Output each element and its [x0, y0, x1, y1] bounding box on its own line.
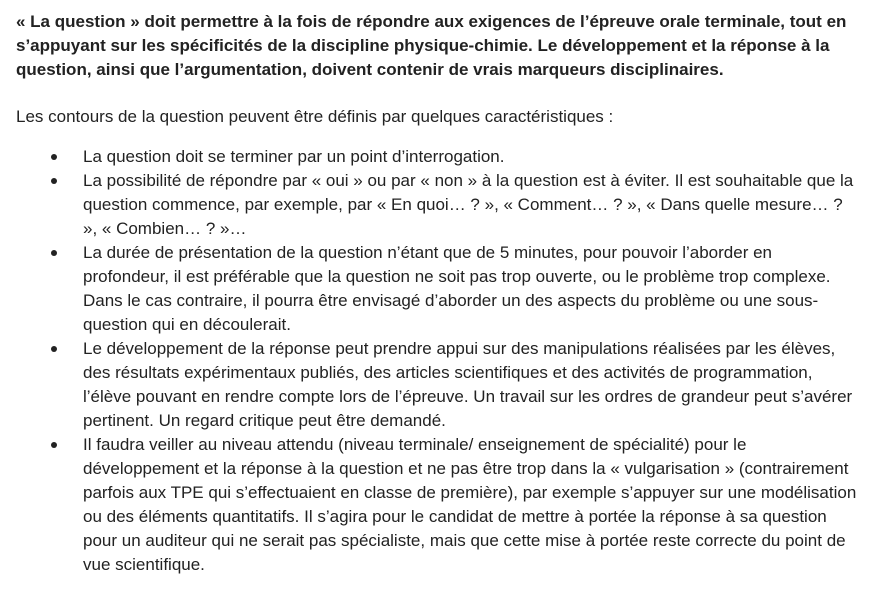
bullet-icon	[51, 442, 57, 448]
list-item-text: Le développement de la réponse peut prendre appui sur des manipulations réalisées par les élèves, des résultats expérimentaux publiés, des articles scientifiques et des activités de programmation, l’élève pouvant en rendre compte lors de l’épreuve. Un travail sur les ordres de grandeur peut s’avérer pertinent. Un regard critique peut être demandé.	[83, 339, 853, 430]
list-item	[83, 433, 861, 577]
bullet-icon	[51, 250, 57, 256]
characteristics-list	[16, 145, 861, 577]
bullet-icon	[51, 346, 57, 352]
bullet-icon	[51, 178, 57, 184]
list-item	[83, 241, 861, 337]
list-item	[83, 169, 861, 241]
lead-paragraph: Les contours de la question peuvent être définis par quelques caractéristiques :	[16, 107, 614, 126]
list-item-text: La durée de présentation de la question n’étant que de 5 minutes, pour pouvoir l’aborder en profondeur, il est préférable que la question ne soit pas trop ouverte, ou le problème trop complexe. Dans le cas contraire, il pourra être envisagé d’aborder un des aspects du problème ou une sous-question qui en découlerait.	[83, 243, 831, 334]
list-item-text: La question doit se terminer par un point d’interrogation.	[83, 147, 505, 166]
list-item	[83, 145, 861, 169]
list-item-text: Il faudra veiller au niveau attendu (niveau terminale/ enseignement de spécialité) pour le développement et la réponse à la question et ne pas être trop dans la « vulgarisation » (contrairement parfois aux TPE qui s’effectuaient en classe de première), par exemple s’appuyer sur une modélisation ou des éléments quantitatifs. Il s’agira pour le candidat de mettre à portée la réponse à sa question pour un auditeur qui ne serait pas spécialiste, mais que cette mise à portée reste correcte du point de vue scientifique.	[83, 435, 857, 574]
list-item-text: La possibilité de répondre par « oui » ou par « non » à la question est à éviter. Il est souhaitable que la question commence, par exemple, par « En quoi… ? », « Comment… ? », « Dans quelle mesure… ? », « Combien… ? »…	[83, 171, 854, 238]
bullet-icon	[51, 154, 57, 160]
intro-paragraph: « La question » doit permettre à la fois de répondre aux exigences de l’épreuve orale terminale, tout en s’appuyant sur les spécificités de la discipline physique-chimie. Le développement et la réponse à la question, ainsi que l’argumentation, doivent contenir de vrais marqueurs disciplinaires.	[16, 12, 847, 79]
list-item	[83, 337, 861, 433]
